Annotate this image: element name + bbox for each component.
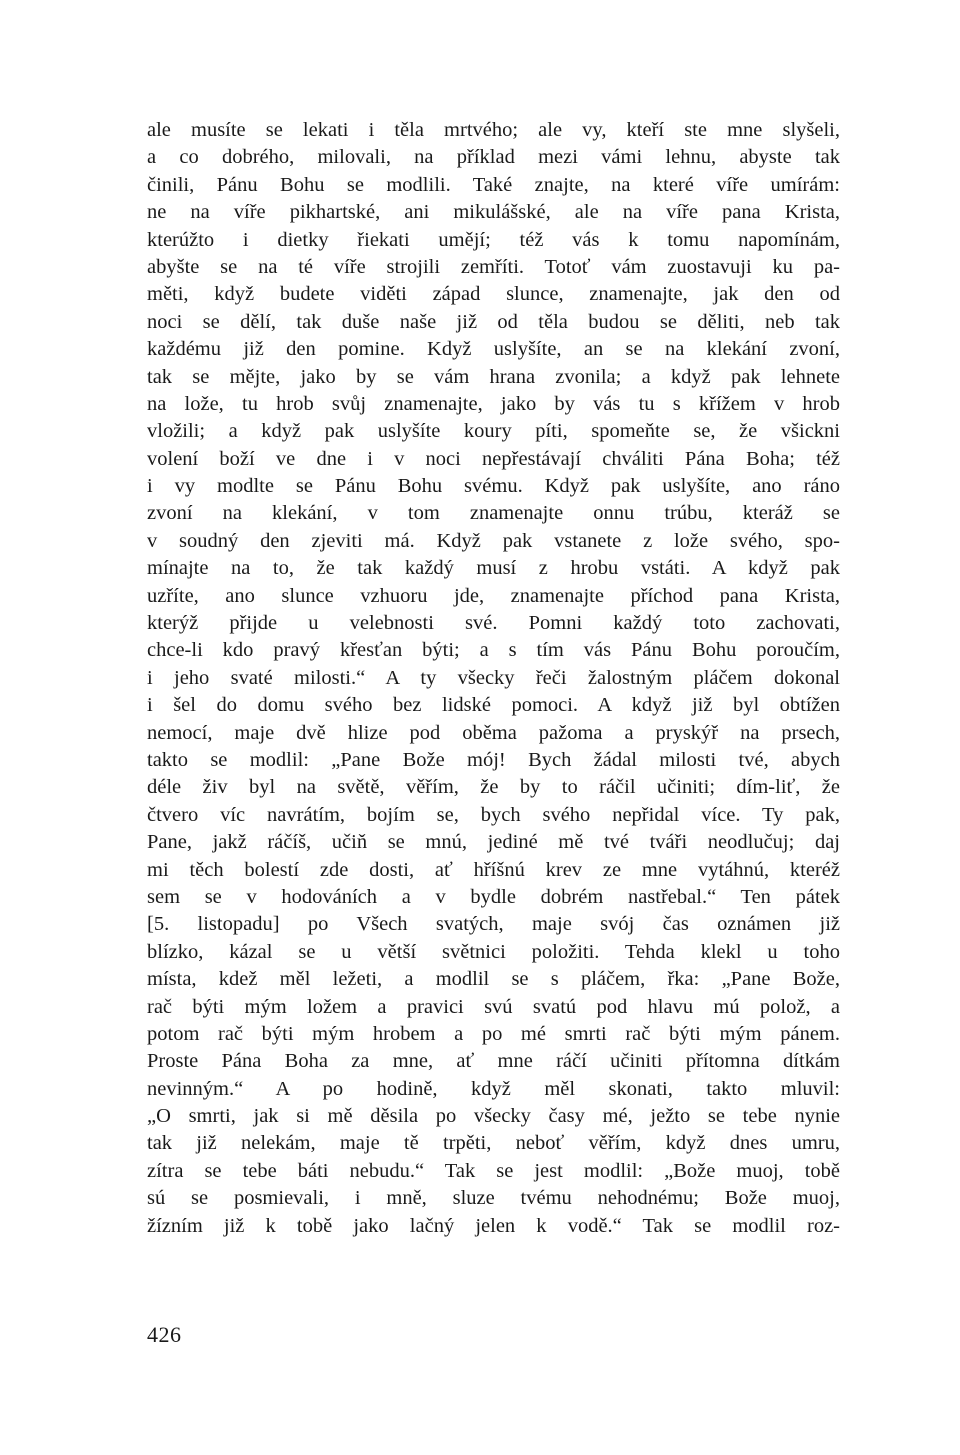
text-line: i šel do domu svého bez lidské pomoci. A když již byl obtížen: [147, 694, 840, 717]
text-line: rač býti mým ložem a pravici svú svatú pod hlavu mú polož, a: [147, 995, 840, 1018]
text-line: Pane, jakž ráčíš, učiň se mnú, jediné mě tvé tváři neodlučuj; daj: [147, 831, 840, 854]
text-line: i vy modlte se Pánu Bohu svému. Když pak uslyšíte, ano ráno: [147, 475, 840, 498]
text-line: abyšte se na té víře strojili zemříti. Totoť vám zuostavuji ku pa-: [147, 255, 840, 278]
text-line: mínajte na to, že tak každý musí z hrobu vstáti. A když pak: [147, 557, 840, 580]
text-line: na lože, tu hrob svůj znamenajte, jako by vás tu s křížem v hrob: [147, 392, 840, 415]
text-line: každému již den pomine. Když uslyšíte, an se na klekání zvoní,: [147, 338, 840, 361]
text-line: zítra se tebe báti nebudu.“ Tak se jest modlil: „Bože muoj, tobě: [147, 1159, 840, 1182]
text-line: déle živ byl na světě, věřím, že by to ráčil učiniti; dím-liť, že: [147, 776, 840, 799]
page-number: 426: [147, 1322, 182, 1347]
text-line: tak již nelekám, maje tě trpěti, neboť věřím, když dnes umru,: [147, 1132, 840, 1155]
body-text: [147, 117, 840, 1240]
text-line: noci se dělí, tak duše naše již od těla budou se děliti, neb tak: [147, 310, 840, 333]
text-line: sem se v hodováních a v bydle dobrém nastřebal.“ Ten pátek: [147, 885, 840, 908]
text-line: i jeho svaté milosti.“ A ty všecky řeči žalostným pláčem dokonal: [147, 666, 840, 689]
text-line: zvoní na klekání, v tom znamenajte onnu trúbu, kteráž se: [147, 502, 840, 525]
text-line: volení boží ve dne i v noci nepřestávají chváliti Pána Boha; též: [147, 447, 840, 470]
text-line: Proste Pána Boha za mne, ať mne ráčí učiniti přítomna dítkám: [147, 1050, 840, 1073]
text-line: sú se posmievali, i mně, sluze tvému nehodnému; Bože muoj,: [147, 1187, 840, 1210]
text-line: ne na víře pikhartské, ani mikulášské, ale na víře pana Krista,: [147, 201, 840, 224]
text-line: vložili; a když pak uslyšíte koury píti, spomeňte se, že všickni: [147, 420, 840, 443]
text-line: ale musíte se lekati i těla mrtvého; ale vy, kteří ste mne slyšeli,: [147, 119, 840, 141]
text-line: nemocí, maje dvě hlize pod oběma pažoma a pryskýř na prsech,: [147, 721, 840, 744]
text-line: nevinným.“ A po hodině, když měl skonati, takto mluvil:: [147, 1077, 840, 1100]
text-line: žízním již k tobě jako lačný jelen k vodě.“ Tak se modlil roz-: [147, 1214, 840, 1237]
text-line: chce-li kdo pravý křesťan býti; a s tím vás Pánu Bohu poroučím,: [147, 639, 840, 662]
text-line: měti, když budete viděti západ slunce, znamenajte, jak den od: [147, 283, 840, 306]
text-line: uzříte, ano slunce vzhuoru jde, znamenajte příchod pana Krista,: [147, 584, 840, 607]
text-line: kterúžto i dietky řiekati umějí; též vás k tomu napomínám,: [147, 228, 840, 251]
text-line: takto se modlil: „Pane Bože mój! Bych žádal milosti tvé, abych: [147, 748, 840, 771]
text-line: místa, kdež měl ležeti, a modlil se s pláčem, řka: „Pane Bože,: [147, 968, 840, 991]
text-line: mi těch bolestí zde dosti, ať hříšnú krev ze mne vytáhnú, kteréž: [147, 858, 840, 881]
text-line: „O smrti, jak si mě děsila po všecky časy mé, ježto se tebe nynie: [147, 1105, 840, 1128]
text-line: v soudný den zjeviti má. Když pak vstanete z lože svého, spo-: [147, 529, 840, 552]
text-line: blízko, kázal se u větší světnici položiti. Tehda klekl u toho: [147, 940, 840, 963]
text-line: a co dobrého, milovali, na příklad mezi vámi lehnu, abyste tak: [147, 146, 840, 169]
text-line: tak se mějte, jako by se vám hrana zvonila; a když pak lehnete: [147, 365, 840, 388]
text-line: potom rač býti mým hrobem a po mé smrti rač býti mým pánem.: [147, 1022, 840, 1045]
text-line: kterýž přijde u velebnosti své. Pomni každý toto zachovati,: [147, 612, 840, 635]
text-line: čtvero víc navrátím, bojím se, bych svého nepřidal více. Ty pak,: [147, 803, 840, 826]
text-line: [5. listopadu] po Všech svatých, maje svój čas oznámen již: [147, 913, 840, 936]
text-line: činili, Pánu Bohu se modlili. Také znajte, na které víře umírám:: [147, 173, 840, 196]
